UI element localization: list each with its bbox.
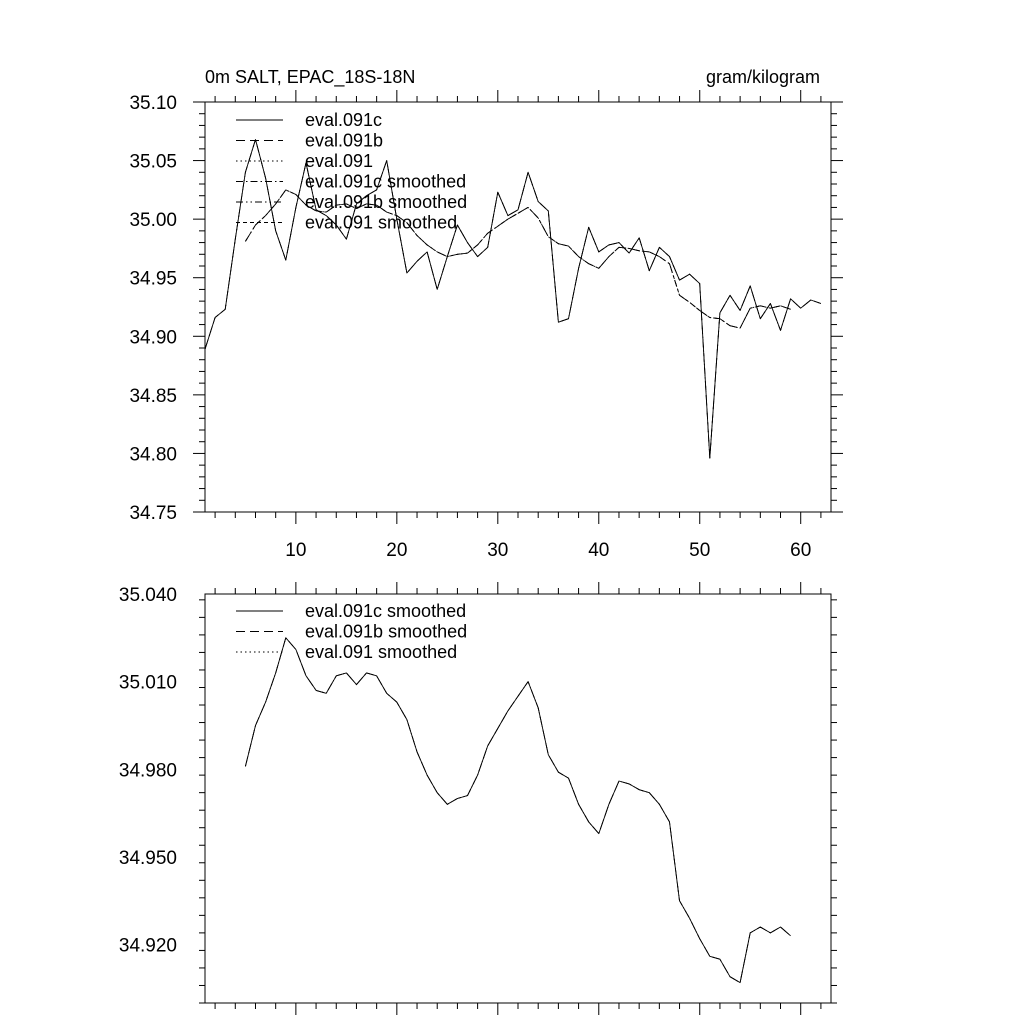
top-x-tick-label: 60 <box>790 540 812 561</box>
top-y-tick-label: 35.00 <box>129 210 177 232</box>
top-y-tick-label: 34.75 <box>129 503 177 524</box>
bottom-legend-label: eval.091c smoothed <box>305 601 467 621</box>
top-legend-label: eval.091c <box>305 110 383 130</box>
top-series-line-1 <box>205 140 821 459</box>
top-y-tick-label: 34.85 <box>129 385 177 407</box>
bottom-y-tick-label: 35.040 <box>118 585 177 606</box>
bottom-legend-label: eval.091 smoothed <box>305 642 458 662</box>
top-x-tick-label: 40 <box>588 540 610 561</box>
top-series-line-3 <box>205 140 821 459</box>
bottom-y-tick-label: 34.980 <box>118 760 177 782</box>
top-series-line-2 <box>205 140 821 459</box>
bottom-series-line-3 <box>245 638 790 983</box>
top-y-tick-label: 34.80 <box>129 444 177 466</box>
top-plot-frame <box>205 102 831 512</box>
top-x-tick-label: 30 <box>487 540 509 561</box>
top-x-tick-label: 10 <box>285 540 307 561</box>
top-y-tick-label: 35.05 <box>129 151 177 173</box>
top-legend-label: eval.091 <box>305 151 374 171</box>
bottom-series-line-1 <box>245 638 790 983</box>
top-y-tick-label: 35.10 <box>129 93 177 114</box>
top-legend-label: eval.091b <box>305 130 384 151</box>
top-legend-label: eval.091c smoothed <box>305 171 467 192</box>
bottom-legend-label: eval.091b smoothed <box>305 621 468 642</box>
top-y-tick-label: 34.90 <box>129 327 177 349</box>
top-x-tick-label: 20 <box>386 540 408 561</box>
top-legend-label: eval.091 smoothed <box>305 212 458 233</box>
top-panel <box>129 90 843 561</box>
chart-units: gram/kilogram <box>705 67 820 87</box>
top-x-tick-label: 50 <box>689 540 711 561</box>
top-y-tick-label: 34.95 <box>129 268 177 290</box>
bottom-y-tick-label: 34.920 <box>118 935 177 957</box>
chart-title: 0m SALT, EPAC_18S-18N <box>205 67 416 87</box>
top-legend-label: eval.091b smoothed <box>305 192 468 212</box>
bottom-panel <box>119 582 837 1015</box>
bottom-plot-frame <box>205 594 831 1003</box>
bottom-y-tick-label: 35.010 <box>118 672 177 694</box>
bottom-series-line-2 <box>245 638 790 983</box>
bottom-y-tick-label: 34.950 <box>118 847 177 869</box>
